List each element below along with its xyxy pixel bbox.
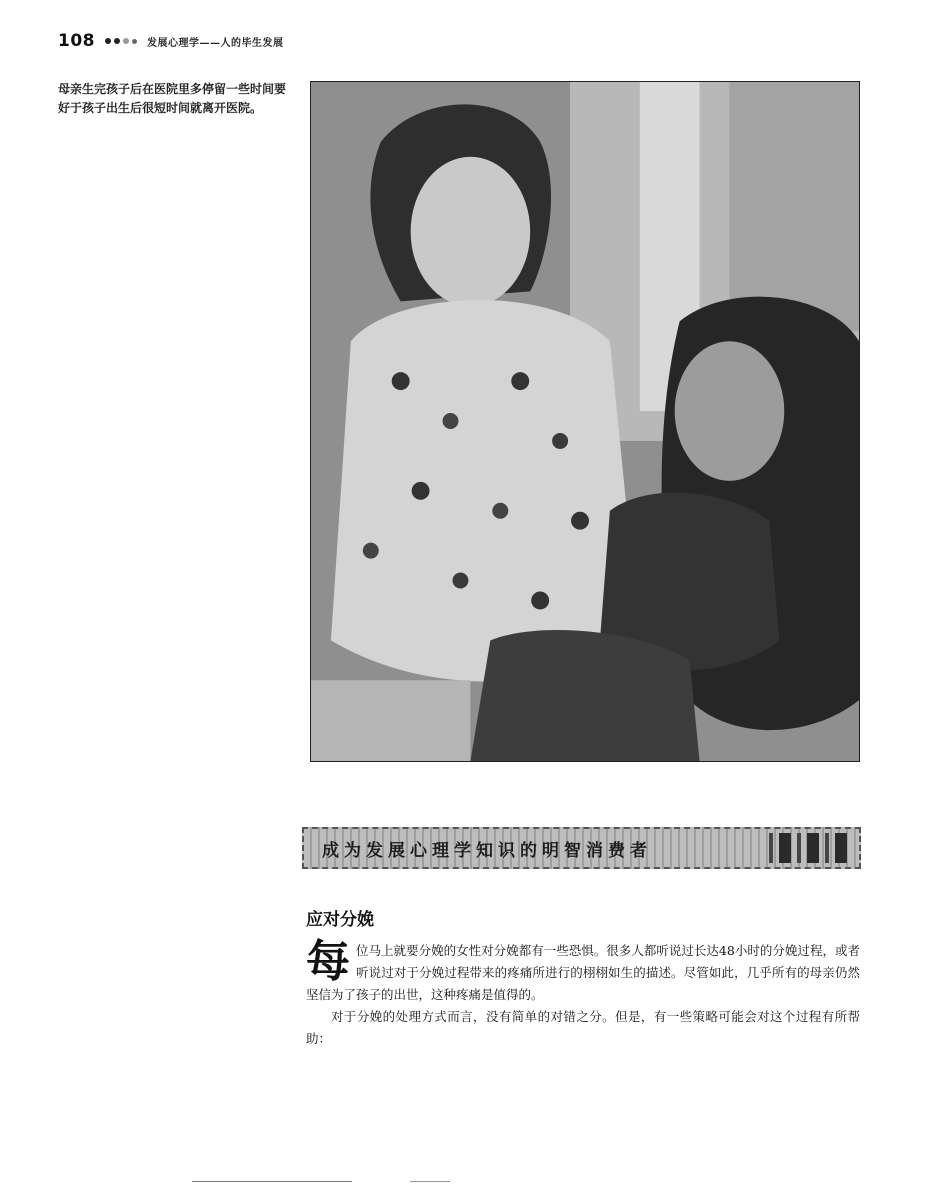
footer-rule (410, 1181, 450, 1182)
paragraph-2: 对于分娩的处理方式而言，没有简单的对错之分。但是，有一些策略可能会对这个过程有所帮助： (306, 1009, 860, 1046)
dot-icon (114, 38, 120, 44)
photo-illustration (311, 82, 859, 761)
dot-icon (123, 38, 129, 44)
running-header (58, 30, 284, 52)
consumer-tips-banner (302, 827, 861, 869)
running-title: 发展心理学——人的毕生发展 (147, 37, 284, 49)
banner-title: 成为发展心理学知识的明智消费者 (322, 840, 652, 861)
drop-cap: 每 (306, 936, 350, 987)
section-title: 应对分娩 (306, 910, 374, 930)
header-dots-ornament (105, 38, 137, 44)
paragraph-1 (306, 936, 860, 1006)
photo-caption: 母亲生完孩子后在医院里多停留一些时间要好于孩子出生后很短时间就离开医院。 (58, 82, 287, 115)
footer-rule (192, 1181, 352, 1182)
mother-nurse-photo (310, 81, 860, 762)
dot-icon (105, 38, 111, 44)
section-body (306, 936, 860, 1050)
dot-icon (132, 39, 137, 44)
page-number: 108 (58, 31, 95, 51)
banner-bars-ornament (769, 833, 859, 863)
paragraph-1-text: 位马上就要分娩的女性对分娩都有一些恐惧。很多人都听说过长达48小时的分娩过程，或者听说过对于分娩过程带来的疼痛所进行的栩栩如生的描述。尽管如此，几乎所有的母亲仍然坚信为了孩子的出世，这种疼痛是值得的。 (306, 943, 860, 1002)
